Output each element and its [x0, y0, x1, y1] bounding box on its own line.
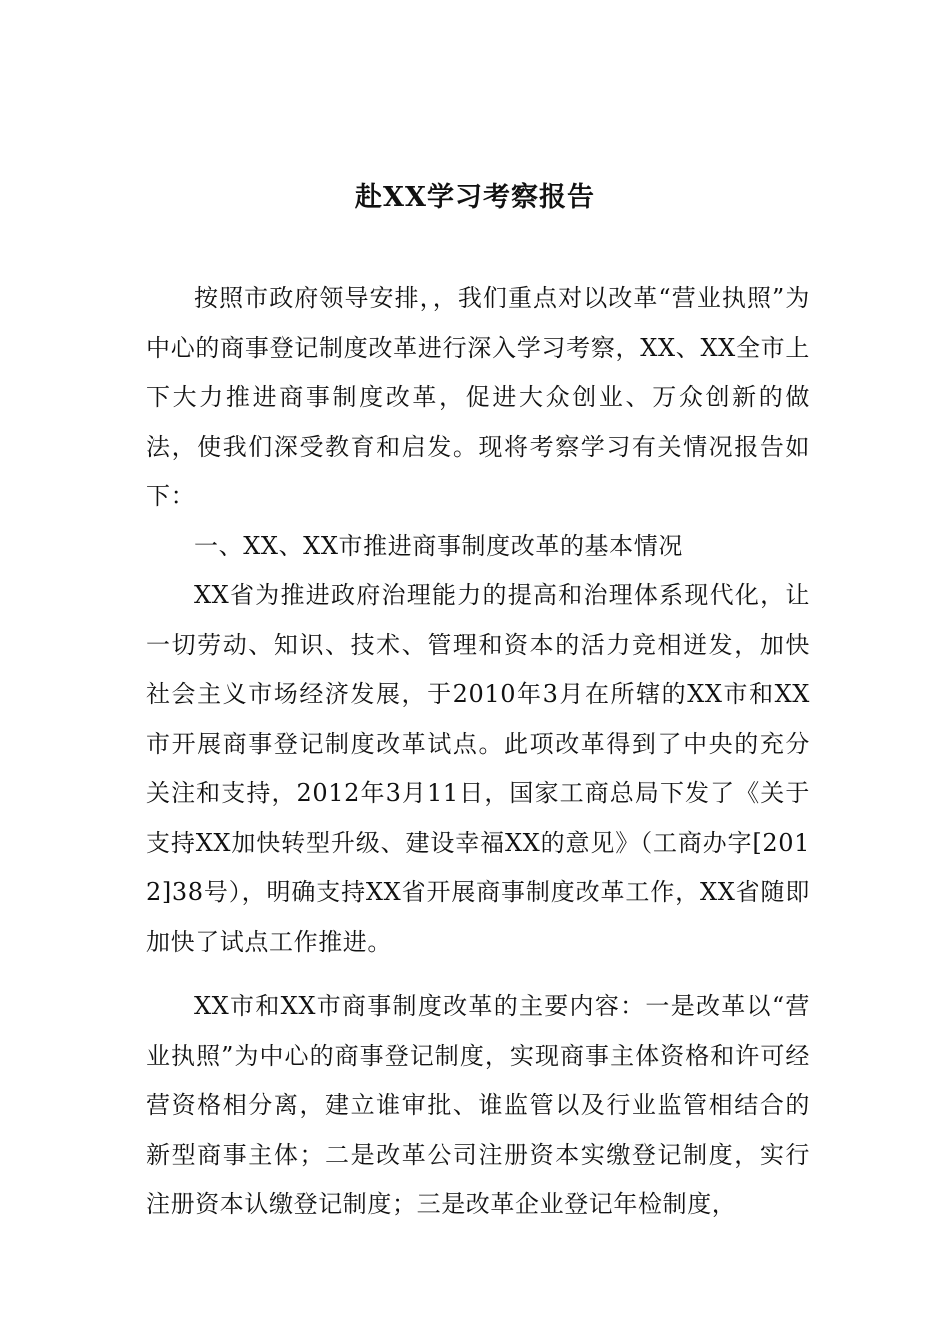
section-heading-1: 一、XX、XX市推进商事制度改革的基本情况	[194, 531, 683, 560]
paragraph-background: XX省为推进政府治理能力的提高和治理体系现代化，让一切劳动、知识、技术、管理和资本的活力竞相迸发，加快社会主义市场经济发展，于2010年3月在所辖的XX市和XX市开展商事登记制度改革试点。此项改革得到了中央的充分关注和支持，2012年3月11日，国家工商总局下发了《关于支持XX加快转型升级、建设幸福XX的意见》（工商办字[2012]38号），明确支持XX省开展商事制度改革工作，XX省随即加快了试点工作推进。	[146, 581, 810, 956]
document-body	[146, 274, 810, 1230]
paragraph-main-content: XX市和XX市商事制度改革的主要内容：一是改革以“营业执照”为中心的商事登记制度，实现商事主体资格和许可经营资格相分离，建立谁审批、谁监管以及行业监管相结合的新型商事主体；二是改革公司注册资本实缴登记制度，实行注册资本认缴登记制度；三是改革企业登记年检制度，	[146, 992, 810, 1218]
document-title: 赴XX学习考察报告	[355, 182, 595, 213]
paragraph-intro: 按照市政府领导安排，，我们重点对以改革“营业执照”为中心的商事登记制度改革进行深入学习考察，XX、XX全市上下大力推进商事制度改革，促进大众创业、万众创新的做法，使我们深受教育和启发。现将考察学习有关情况报告如下：	[146, 284, 810, 510]
